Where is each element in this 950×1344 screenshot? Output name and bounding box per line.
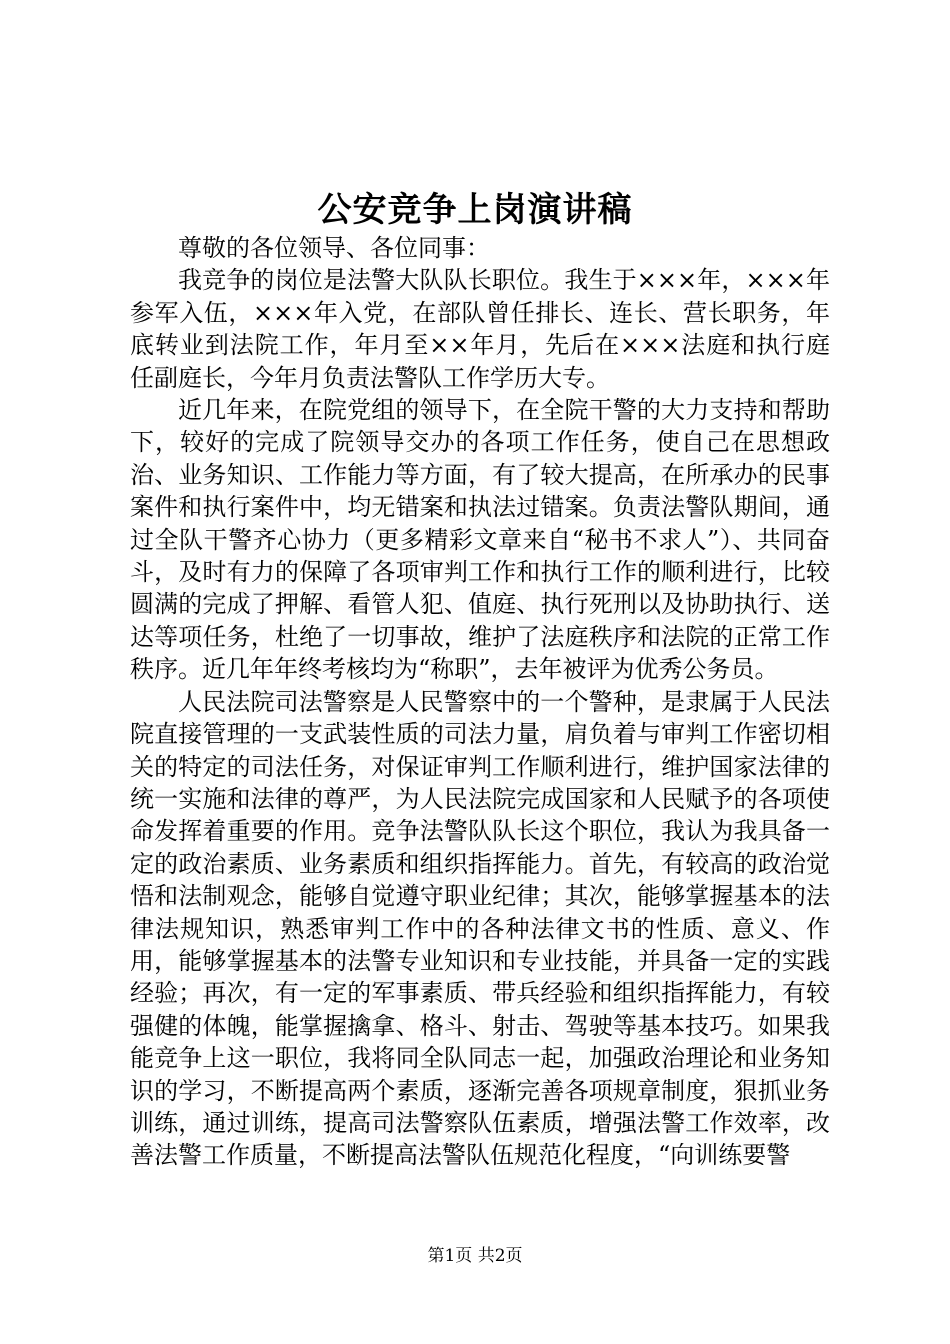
body-paragraph-1: 我竞争的岗位是法警大队队长职位。我生于×××年，×××年参军入伍，×××年入党，在部队曾任排长、连长、营长职务，年底转业到法院工作，年月至××年月，先后在×××法庭和执行庭任副庭长，今年月负责法警队工作学历大专。 bbox=[130, 266, 830, 392]
page-number-footer: 第1页 共2页 bbox=[427, 1246, 523, 1266]
body-paragraph-3: 人民法院司法警察是人民警察中的一个警种，是隶属于人民法院直接管理的一支武装性质的司法力量，肩负着与审判工作密切相关的特定的司法任务，对保证审判工作顺利进行，维护国家法律的统一实施和法律的尊严，为人民法院完成国家和人民赋予的各项使命发挥着重要的作用。竞争法警队队长这个职位，我认为我具备一定的政治素质、业务素质和组织指挥能力。首先，有较高的政治觉悟和法制观念，能够自觉遵守职业纪律；其次，能够掌握基本的法律法规知识，熟悉审判工作中的各种法律文书的性质、意义、作用，能够掌握基本的法警专业知识和专业技能，并具备一定的实践经验；再次，有一定的军事素质、带兵经验和组织指挥能力，有较强健的体魄，能掌握擒拿、格斗、射击、驾驶等基本技巧。如果我能竞争上这一职位，我将同全队同志一起，加强政治理论和业务知识的学习，不断提高两个素质，逐渐完善各项规章制度，狠抓业务训练，通过训练，提高司法警察队伍素质，增强法警工作效率，改善法警工作质量，不断提高法警队伍规范化程度，“向训练要警 bbox=[130, 687, 830, 1170]
document-title: 公安竞争上岗演讲稿 bbox=[317, 190, 633, 230]
salutation-paragraph: 尊敬的各位领导、各位同事： bbox=[178, 234, 490, 262]
body-paragraph-2: 近几年来，在院党组的领导下，在全院干警的大力支持和帮助下，较好的完成了院领导交办的各项工作任务，使自己在思想政治、业务知识、工作能力等方面，有了较大提高，在所承办的民事案件和执行案件中，均无错案和执法过错案。负责法警队期间，通过全队干警齐心协力（更多精彩文章来自“秘书不求人”）、共同奋斗，及时有力的保障了各项审判工作和执行工作的顺利进行，比较圆满的完成了押解、看管人犯、值庭、执行死刑以及协助执行、送达等项任务，杜绝了一切事故，维护了法庭秩序和法院的正常工作秩序。近几年年终考核均为“称职”，去年被评为优秀公务员。 bbox=[130, 396, 830, 684]
document-body bbox=[130, 232, 830, 1172]
